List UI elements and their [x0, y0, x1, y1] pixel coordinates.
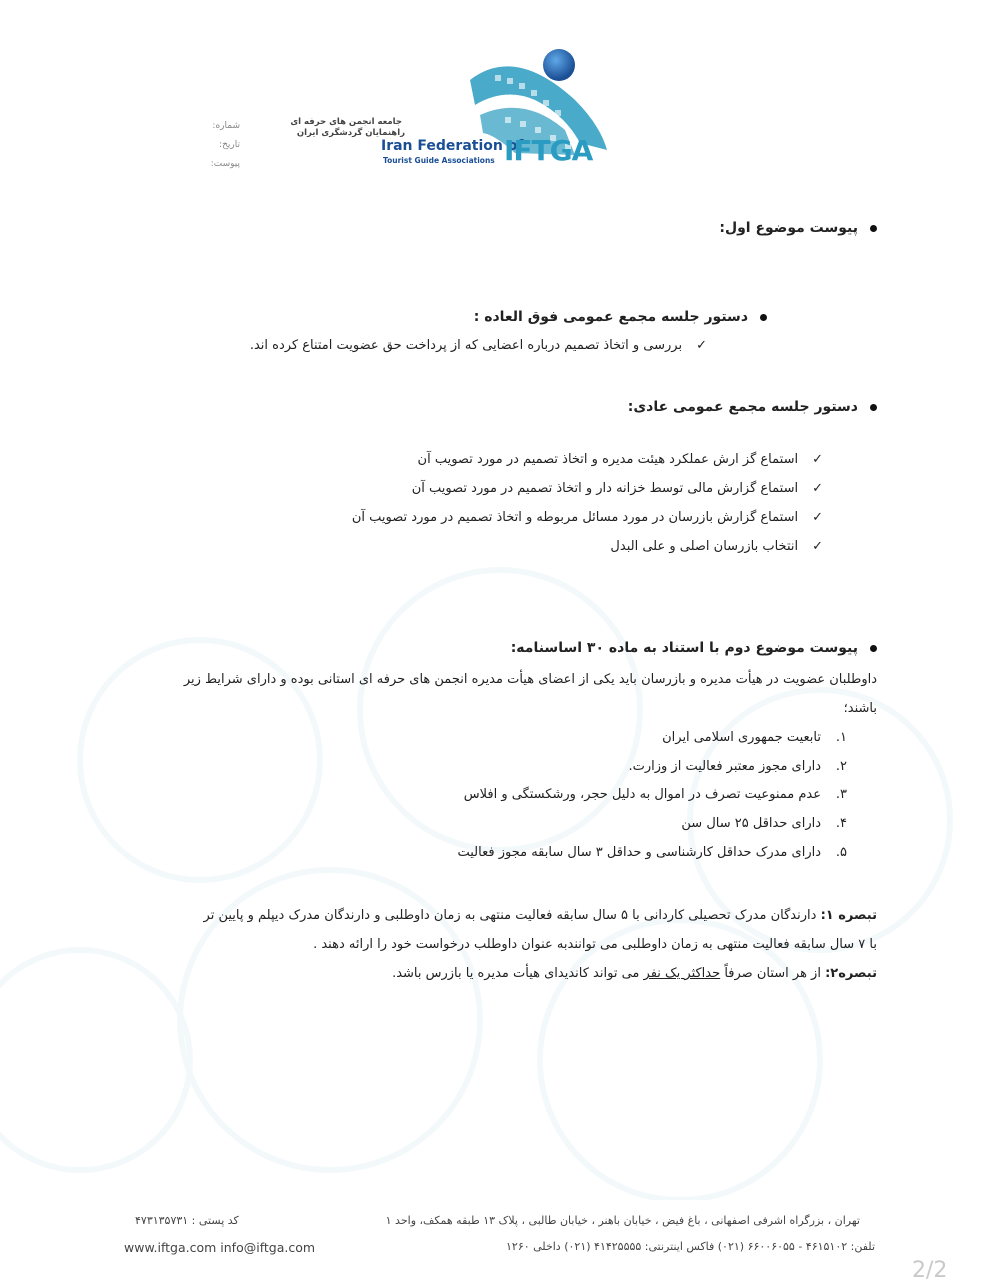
bullet-icon [870, 225, 877, 232]
logo-abbr: IFTGA [504, 134, 593, 167]
check-icon: ✓ [812, 452, 823, 467]
condition-item: ۳.عدم ممنوعیت تصرف در اموال به دلیل حجر، ورشکستگی و افلاس [463, 787, 847, 802]
check-icon: ✓ [696, 338, 707, 353]
meta-date: تاریخ: [219, 140, 240, 150]
footer-postal-code: کد پستی : ۴۷۳۱۳۵۷۳۱ [135, 1214, 239, 1227]
meta-number: شماره: [212, 121, 240, 131]
note1: تبصره ۱: دارندگان مدرک تحصیلی کاردانی با ۵ سال سابقه فعالیت منتهی به زمان داوطلبی و دارندگان مدرک دیپلم و پایین تر [203, 908, 877, 923]
bullet-icon [870, 404, 877, 411]
ordinary-item: ✓استماع گزارش بازرسان در مورد مسائل مربوطه و اتخاذ تصمیم در مورد تصویب آن [351, 510, 823, 525]
condition-item: ۴.دارای حداقل ۲۵ سال سن [681, 816, 847, 831]
notes-block [117, 901, 877, 988]
ordinary-heading: دستور جلسه مجمع عمومی عادی: [628, 399, 877, 415]
letter-meta [200, 117, 240, 174]
section2-intro: داوطلبان عضویت در هیأت مدیره و بازرسان باید یکی از اعضای هیأت مدیره انجمن های حرفه ای استانی بوده و دارای شرایط زیر باشند؛ [183, 672, 877, 716]
note2: تبصره۲: از هر استان صرفاً حداکثر یک نفر می تواند کاندیدای هیأت مدیره یا بازرس باشد. [392, 966, 877, 981]
footer-address: تهران ، بزرگراه اشرفی اصفهانی ، باغ فیض ، خیابان باهنر ، خیابان طالبی ، پلاک ۱۳ طبقه همکف، واحد ۱ [385, 1214, 860, 1227]
background-pattern [0, 560, 995, 1200]
check-icon: ✓ [812, 481, 823, 496]
ordinary-item: ✓استماع گز ارش عملکرد هیئت مدیره و اتخاذ تصمیم در مورد تصویب آن [417, 452, 823, 467]
check-icon: ✓ [812, 510, 823, 525]
condition-item: ۲.دارای مجوز معتبر فعالیت از وزارت. [628, 759, 847, 774]
condition-item: ۵.دارای مدرک حداقل کارشناسی و حداقل ۳ سال سابقه مجوز فعالیت [457, 845, 847, 860]
bullet-icon [760, 314, 767, 321]
logo-text-fa-2: راهنمایان گردشگری ایران [296, 128, 405, 138]
ordinary-item: ✓انتخاب بازرسان اصلی و علی البدل [610, 539, 823, 554]
note1-cont: با ۷ سال سابقه فعالیت منتهی به زمان داوطلبی می توانندبه عنوان داوطلب درخواست خود را ارائه دهند . [313, 937, 877, 952]
bullet-icon [870, 645, 877, 652]
page-number: 2/2 [912, 1258, 948, 1283]
logo-text-en-2: Tourist Guide Associations [383, 156, 495, 165]
ordinary-item: ✓استماع گزارش مالی توسط خزانه دار و اتخاذ تصمیم در مورد تصویب آن [411, 481, 823, 496]
extraordinary-item: ✓بررسی و اتخاذ تصمیم درباره اعضایی که از پرداخت حق عضویت امتناع کرده اند. [249, 338, 707, 353]
extraordinary-heading: دستور جلسه مجمع عمومی فوق العاده : [474, 309, 767, 325]
section1-heading: پیوست موضوع اول: [719, 220, 877, 236]
section2-heading: پیوست موضوع دوم با استناد به ماده ۳۰ اساسنامه: [511, 640, 877, 656]
footer-phones: تلفن: ۴۶۱۵۱۰۲ - ۶۶۰۰۶۰۵۵ (۰۲۱) فاکس اینترنتی: ۴۱۴۲۵۵۵۵ (۰۲۱) داخلی ۱۲۶۰ [506, 1240, 875, 1253]
check-icon: ✓ [812, 539, 823, 554]
logo-text-en-1: Iran Federation of [381, 138, 524, 154]
condition-item: ۱.تابعیت جمهوری اسلامی ایران [662, 730, 847, 745]
meta-attachment: پیوست: [210, 159, 240, 169]
footer-web-email: www.iftga.com info@iftga.com [124, 1240, 316, 1255]
logo-text-fa-1: جامعه انجمن های حرفه ای [290, 117, 402, 127]
